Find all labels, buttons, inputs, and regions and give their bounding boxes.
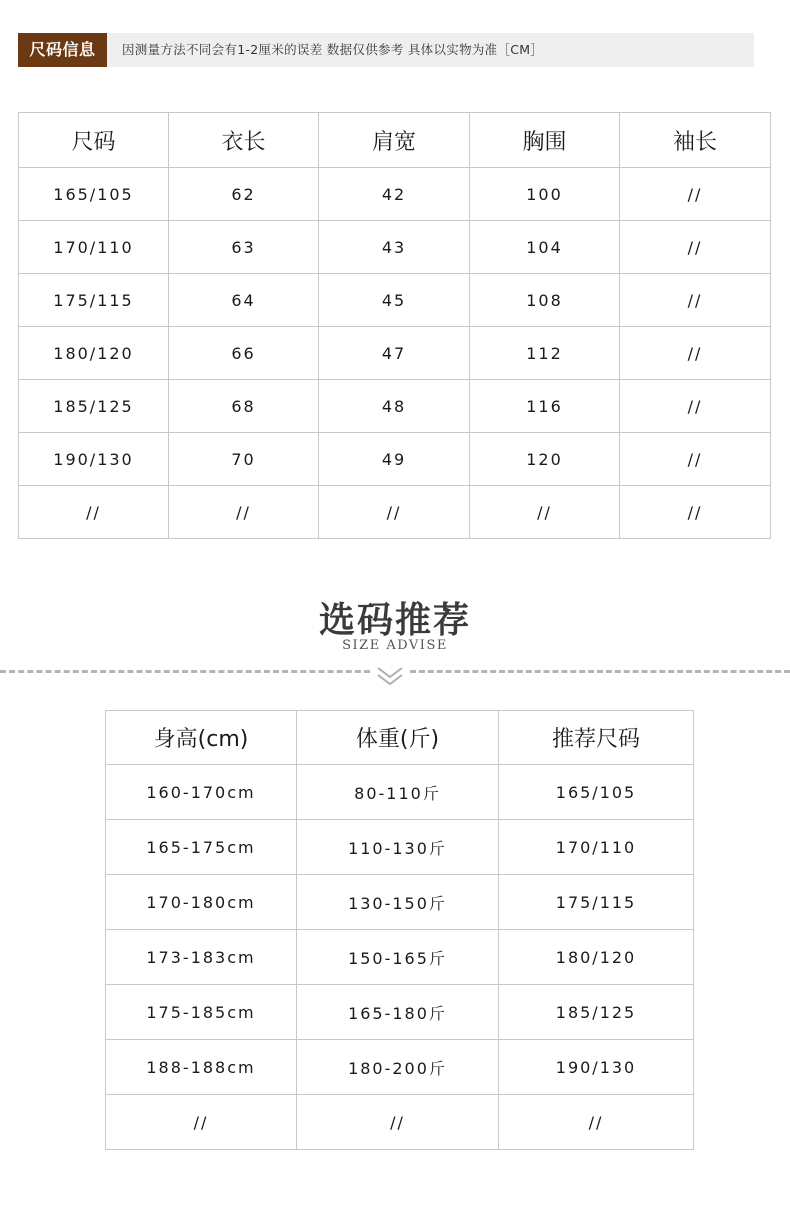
cell-length: 62 [169, 168, 319, 221]
cell-chest: 104 [470, 221, 620, 274]
cell-chest: 112 [470, 327, 620, 380]
cell-size: 175/115 [19, 274, 169, 327]
cell-length: 66 [169, 327, 319, 380]
cell-sleeve: // [620, 221, 771, 274]
cell-weight: 150-165斤 [297, 930, 499, 985]
dashed-divider-left [0, 670, 370, 673]
cell-recommended-size: 175/115 [499, 875, 694, 930]
cell-length: 70 [169, 433, 319, 486]
cell-size: 165/105 [19, 168, 169, 221]
cell-chest: 100 [470, 168, 620, 221]
size-advise-table [105, 710, 694, 1150]
cell-size: 170/110 [19, 221, 169, 274]
header-height: 身高(cm) [106, 711, 297, 765]
cell-shoulder: // [319, 486, 470, 539]
measurement-note: 因测量方法不同会有1-2厘米的误差 数据仅供参考 具体以实物为准［CM］ [122, 42, 544, 57]
cell-recommended-size: 170/110 [499, 820, 694, 875]
cell-shoulder: 43 [319, 221, 470, 274]
table-row [106, 1095, 694, 1150]
cell-length: // [169, 486, 319, 539]
cell-size: 190/130 [19, 433, 169, 486]
advise-table-header [106, 711, 694, 765]
cell-chest: 116 [470, 380, 620, 433]
header-sleeve: 袖长 [620, 113, 771, 168]
header-shoulder: 肩宽 [319, 113, 470, 168]
cell-recommended-size: 190/130 [499, 1040, 694, 1095]
double-chevron-down-icon [375, 664, 405, 688]
header-size: 尺码 [19, 113, 169, 168]
cell-height: 173-183cm [106, 930, 297, 985]
cell-size: // [19, 486, 169, 539]
cell-sleeve: // [620, 433, 771, 486]
table-row [106, 930, 694, 985]
table-row [106, 765, 694, 820]
table-row [106, 875, 694, 930]
size-table-header [19, 113, 771, 168]
cell-chest: 108 [470, 274, 620, 327]
cell-weight: 110-130斤 [297, 820, 499, 875]
table-row [19, 274, 771, 327]
dashed-divider-right [410, 670, 790, 673]
size-advise-title: 选码推荐 [318, 599, 471, 641]
cell-length: 63 [169, 221, 319, 274]
table-row [19, 327, 771, 380]
size-info-banner [18, 33, 754, 67]
cell-size: 180/120 [19, 327, 169, 380]
cell-shoulder: 42 [319, 168, 470, 221]
header-length: 衣长 [169, 113, 319, 168]
cell-sleeve: // [620, 327, 771, 380]
cell-shoulder: 47 [319, 327, 470, 380]
header-recommended-size: 推荐尺码 [499, 711, 694, 765]
cell-sleeve: // [620, 274, 771, 327]
table-row [106, 820, 694, 875]
table-row [19, 168, 771, 221]
table-row [19, 433, 771, 486]
cell-recommended-size: 185/125 [499, 985, 694, 1040]
cell-recommended-size: // [499, 1095, 694, 1150]
cell-height: 170-180cm [106, 875, 297, 930]
cell-length: 68 [169, 380, 319, 433]
cell-length: 64 [169, 274, 319, 327]
cell-height: // [106, 1095, 297, 1150]
cell-height: 175-185cm [106, 985, 297, 1040]
cell-weight: // [297, 1095, 499, 1150]
cell-weight: 130-150斤 [297, 875, 499, 930]
cell-shoulder: 48 [319, 380, 470, 433]
table-row [106, 985, 694, 1040]
cell-chest: 120 [470, 433, 620, 486]
table-row [19, 221, 771, 274]
cell-sleeve: // [620, 380, 771, 433]
cell-height: 160-170cm [106, 765, 297, 820]
table-row [19, 380, 771, 433]
cell-weight: 165-180斤 [297, 985, 499, 1040]
cell-sleeve: // [620, 168, 771, 221]
cell-chest: // [470, 486, 620, 539]
cell-height: 188-188cm [106, 1040, 297, 1095]
table-row [19, 486, 771, 539]
cell-sleeve: // [620, 486, 771, 539]
cell-height: 165-175cm [106, 820, 297, 875]
cell-recommended-size: 180/120 [499, 930, 694, 985]
cell-weight: 180-200斤 [297, 1040, 499, 1095]
size-table [18, 112, 771, 539]
cell-recommended-size: 165/105 [499, 765, 694, 820]
cell-shoulder: 45 [319, 274, 470, 327]
cell-shoulder: 49 [319, 433, 470, 486]
size-info-tag: 尺码信息 [18, 33, 107, 67]
table-row [106, 1040, 694, 1095]
cell-size: 185/125 [19, 380, 169, 433]
header-weight: 体重(斤) [297, 711, 499, 765]
cell-weight: 80-110斤 [297, 765, 499, 820]
size-advise-subtitle: SIZE ADVISE [342, 638, 448, 653]
header-chest: 胸围 [470, 113, 620, 168]
